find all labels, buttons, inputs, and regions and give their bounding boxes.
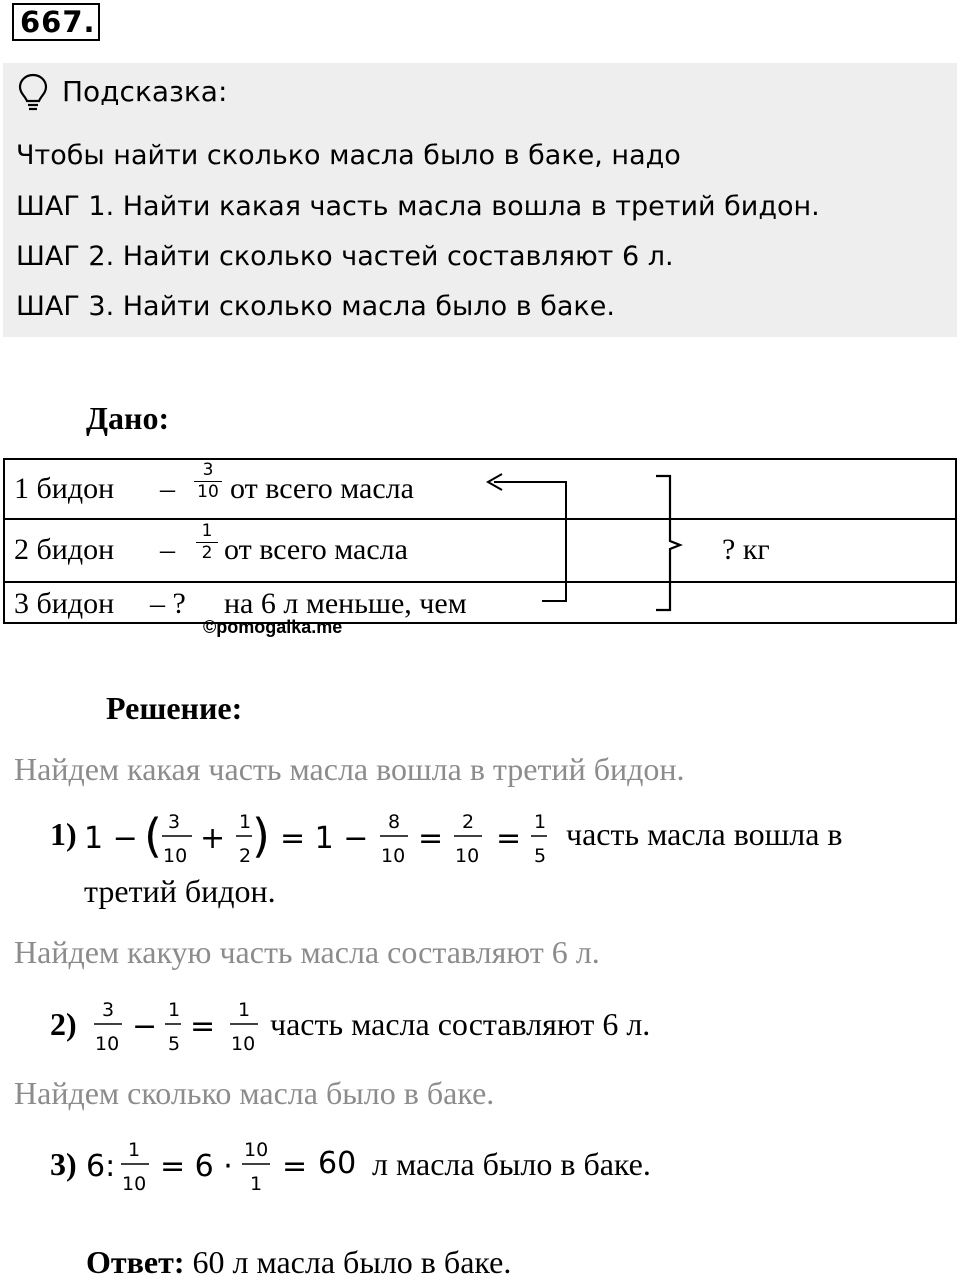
given-row-3-text: на 6 л меньше, чем: [224, 587, 467, 620]
given-row-2-fraction: [196, 523, 218, 562]
svg-text:1: 1: [250, 1173, 263, 1195]
svg-text:10: 10: [122, 1173, 147, 1195]
step-label: ШАГ 2.: [16, 241, 115, 272]
hint-intro: Чтобы найти сколько масла было в баке, надо: [16, 140, 681, 171]
svg-text:=: =: [190, 1009, 216, 1044]
svg-text:5: 5: [534, 845, 547, 867]
svg-text:1: 1: [128, 1139, 141, 1161]
step-2-number: 2): [50, 1006, 77, 1042]
step-1-formula: [84, 800, 554, 876]
svg-text:8: 8: [388, 811, 401, 833]
svg-text:−: −: [132, 1009, 158, 1044]
given-arrow-brace: [470, 470, 700, 620]
svg-text:): ): [252, 809, 270, 863]
given-row-3-dash: – ?: [150, 587, 186, 620]
svg-text:2: 2: [239, 845, 252, 867]
svg-text:5: 5: [168, 1033, 181, 1055]
given-row-2-text: от всего масла: [224, 533, 408, 566]
lightbulb-icon: [18, 73, 48, 113]
hint-step-3: [16, 291, 615, 322]
svg-text:+: +: [200, 821, 226, 856]
svg-text:3: 3: [168, 811, 181, 833]
svg-text:10: 10: [231, 1033, 256, 1055]
answer-label: Ответ:: [86, 1244, 185, 1280]
step-text: Найти сколько масла было в баке.: [114, 291, 615, 322]
svg-text:= 1 −: = 1 −: [280, 821, 369, 856]
given-row-1-fraction: [194, 462, 222, 501]
answer-text: 60 л масла было в баке.: [184, 1244, 512, 1280]
step-1-number: 1): [50, 816, 77, 852]
svg-text:6:: 6:: [86, 1149, 116, 1184]
svg-text:= 6 ·: = 6 ·: [160, 1149, 233, 1184]
step-label: ШАГ 1.: [16, 191, 115, 222]
denominator: 10: [197, 482, 219, 502]
step-1-text: часть масла вошла в: [566, 816, 843, 852]
svg-text:10: 10: [95, 1033, 120, 1055]
step-2-formula: [90, 990, 265, 1060]
step-1-text-cont: третий бидон.: [84, 873, 276, 909]
answer: [86, 1244, 511, 1281]
svg-text:1: 1: [168, 999, 181, 1021]
svg-text:10: 10: [381, 845, 406, 867]
svg-text:1: 1: [534, 811, 547, 833]
step-2-hint: Найдем какую часть масла составляют 6 л.: [14, 934, 600, 970]
step-3-hint: Найдем сколько масла было в баке.: [14, 1075, 495, 1111]
step-label: ШАГ 3.: [16, 291, 115, 322]
given-row-3-label: 3 бидон: [14, 587, 115, 620]
step-3-number: 3): [50, 1146, 77, 1182]
denominator: 2: [201, 543, 213, 563]
svg-text:=: =: [282, 1149, 308, 1184]
svg-text:=: =: [418, 821, 444, 856]
hint-step-2: [16, 241, 674, 272]
svg-text:2: 2: [462, 811, 475, 833]
given-row-1-text: от всего масла: [230, 472, 414, 505]
numerator: 1: [201, 521, 213, 541]
step-text: Найти сколько частей составляют 6 л.: [114, 241, 674, 272]
given-row-2-dash: –: [160, 533, 175, 566]
hint-step-1: [16, 191, 820, 222]
task-number-box: [12, 3, 100, 41]
given-title: Дано:: [86, 400, 170, 436]
given-row-2-label: 2 бидон: [14, 533, 115, 566]
step-1-hint: Найдем какая часть масла вошла в третий бидон.: [14, 751, 685, 787]
svg-text:1: 1: [239, 811, 252, 833]
step-2-text: часть масла составляют 6 л.: [270, 1006, 651, 1042]
step-3-result: 60: [318, 1146, 357, 1181]
svg-text:10: 10: [455, 845, 480, 867]
given-total: ? кг: [722, 533, 770, 566]
svg-text:(: (: [144, 809, 162, 863]
step-3-text: л масла было в баке.: [372, 1146, 651, 1182]
svg-text:=: =: [496, 821, 522, 856]
solution-title: Решение:: [106, 690, 243, 726]
svg-text:3: 3: [102, 999, 115, 1021]
given-row-1-dash: –: [160, 472, 175, 505]
svg-text:1 −: 1 −: [84, 821, 138, 856]
watermark: ©pomogalka.me: [203, 617, 343, 637]
svg-text:1: 1: [238, 999, 251, 1021]
svg-text:10: 10: [244, 1139, 269, 1161]
numerator: 3: [202, 460, 214, 480]
step-text: Найти какая часть масла вошла в третий бидон.: [114, 191, 820, 222]
given-row-1-label: 1 бидон: [14, 472, 115, 505]
svg-text:10: 10: [163, 845, 188, 867]
task-number: 667.: [20, 5, 96, 39]
hint-title: Подсказка:: [62, 75, 228, 108]
